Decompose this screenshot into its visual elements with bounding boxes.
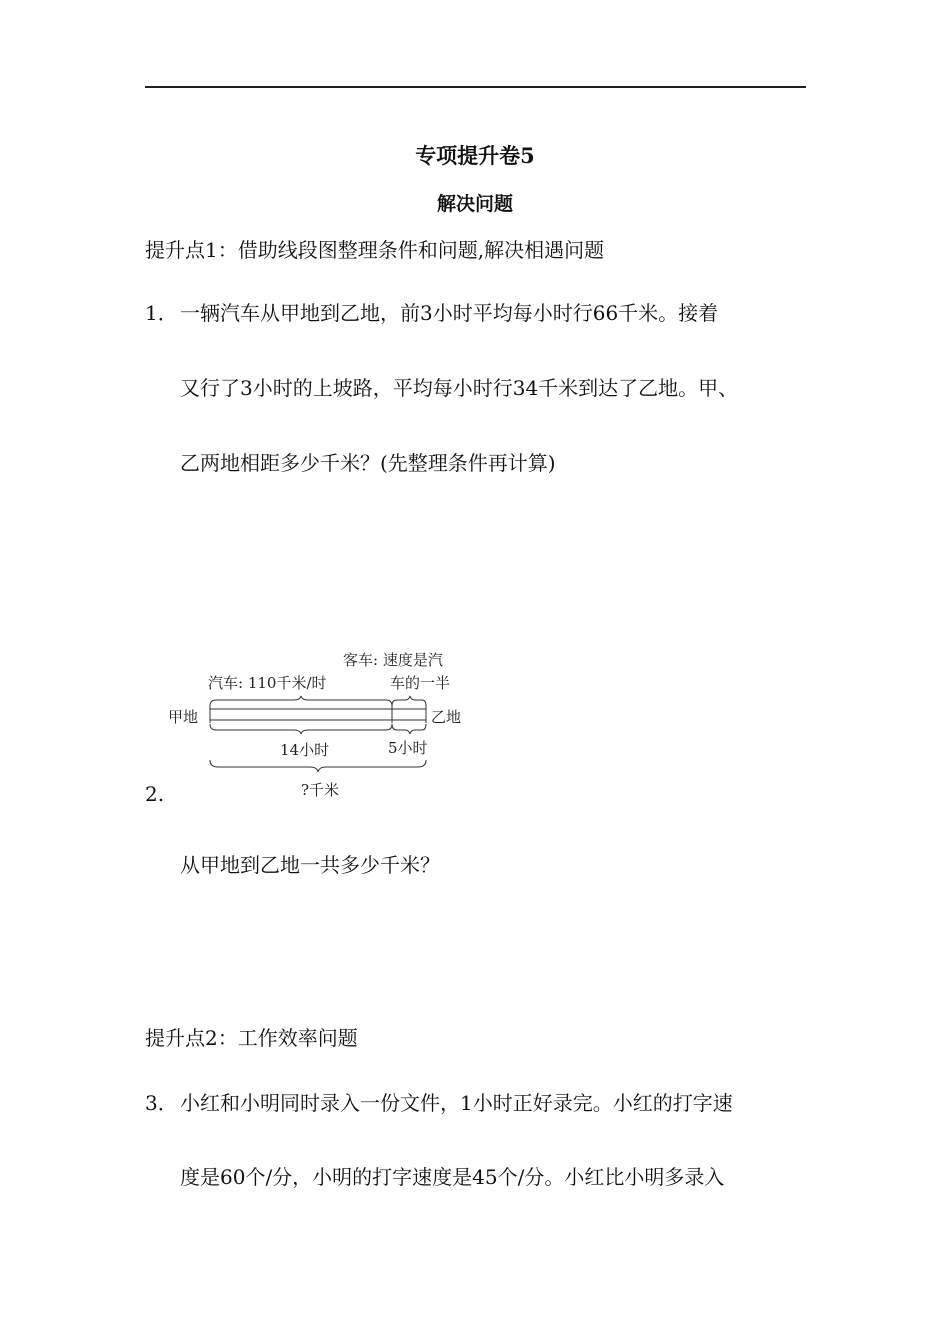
start-label: 甲地 <box>168 708 199 726</box>
segment-diagram <box>160 640 480 810</box>
q3-number: 3． <box>145 1091 178 1115</box>
car-label: 汽车: 110千米/时 <box>208 674 327 692</box>
q1-line2: 又行了3小时的上坡路，平均每小时行34千米到达了乙地。甲、 <box>180 376 739 400</box>
total-label: ?千米 <box>301 781 340 799</box>
section1-heading: 提升点1：借助线段图整理条件和问题,解决相遇问题 <box>145 238 605 262</box>
page-title: 专项提升卷5 <box>415 143 535 168</box>
bus-label-2: 车的一半 <box>390 674 451 692</box>
time1-label: 14小时 <box>280 741 330 759</box>
section2-heading: 提升点2：工作效率问题 <box>145 1026 358 1050</box>
header-rule <box>145 86 806 88</box>
page-subtitle: 解决问题 <box>436 193 513 215</box>
total-brace <box>210 760 426 772</box>
bus-label-1: 客车: 速度是汽 <box>343 651 443 669</box>
bus-brace <box>392 696 426 706</box>
time2-label: 5小时 <box>388 739 428 757</box>
q2-question: 从甲地到乙地一共多少千米？ <box>180 853 440 877</box>
end-label: 乙地 <box>431 708 462 726</box>
q3-line1: 小红和小明同时录入一份文件，1小时正好录完。小红的打字速 <box>180 1091 733 1115</box>
q2-number: 2. <box>145 782 165 806</box>
time1-brace <box>210 724 392 734</box>
q1-line3: 乙两地相距多少千米？(先整理条件再计算) <box>180 451 556 475</box>
q1-line1: 一辆汽车从甲地到乙地，前3小时平均每小时行66千米。接着 <box>180 301 719 325</box>
q1-number: 1． <box>145 301 178 325</box>
q3-line2: 度是60个/分，小明的打字速度是45个/分。小红比小明多录入 <box>180 1165 725 1189</box>
time2-brace <box>392 724 426 734</box>
car-brace <box>210 696 392 706</box>
